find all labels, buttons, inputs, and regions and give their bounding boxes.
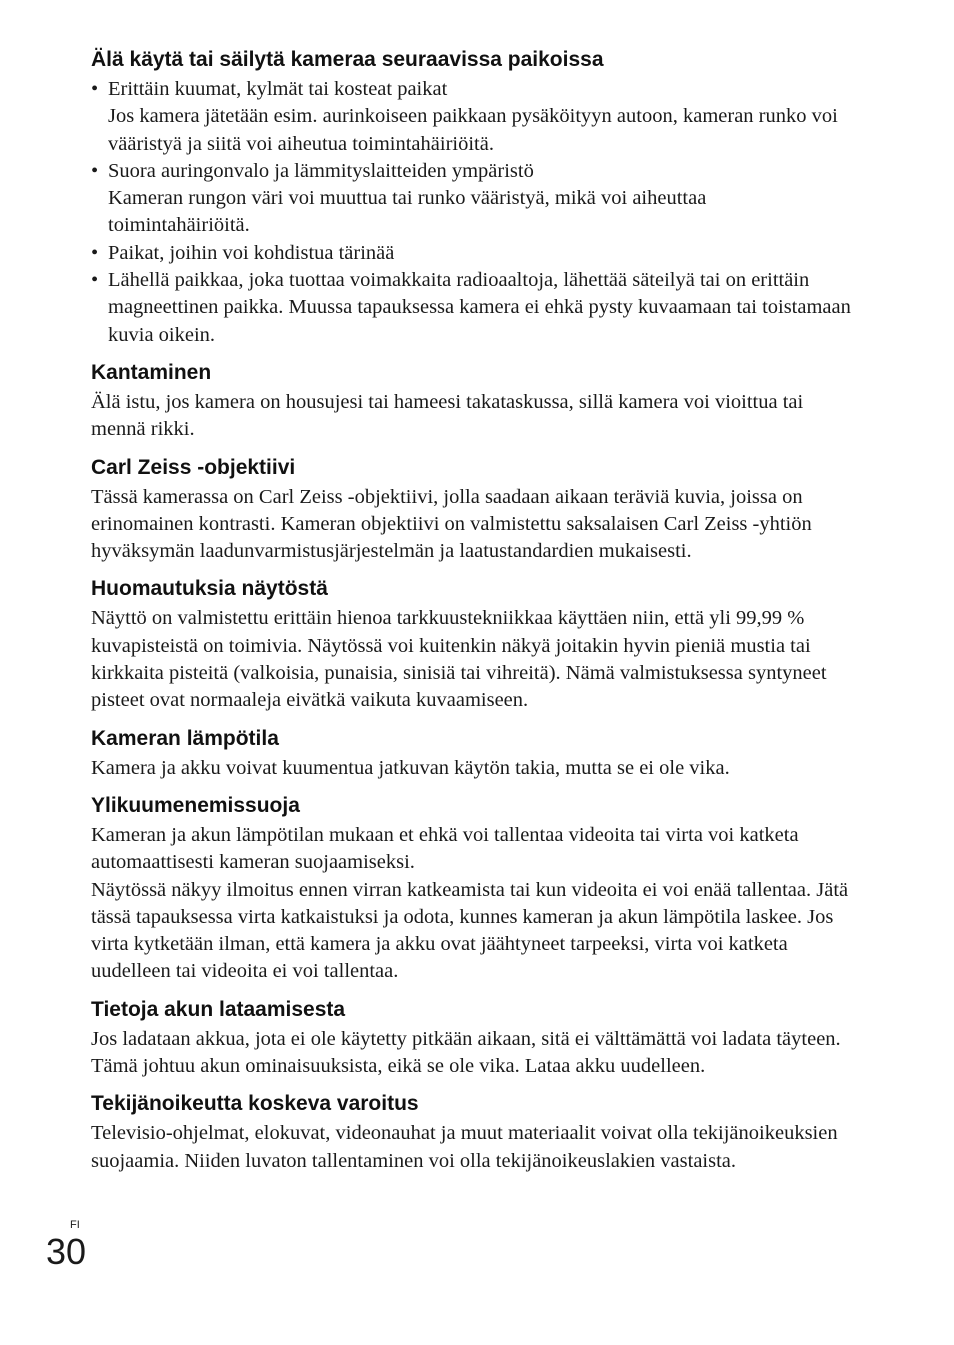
section-paragraph: Näytössä näkyy ilmoitus ennen virran katkeamista tai kun videoita ei voi enää tallentaa. Jätä tässä tapauksessa virta katkaistuksi ja odota, kunnes kameran ja akun lämpötila laskee. Jos virta kytketään ilman, että kamera ja akku ovat jäähtyneet tarpeeksi, virta voi katketa uudelleen tai videoita ei voi tallentaa. — [91, 878, 849, 983]
bullet-icon: • — [91, 241, 99, 264]
page-number: 30 — [46, 1231, 87, 1272]
section-heading: Älä käytä tai säilytä kameraa seuraavissa paikoissa — [91, 48, 604, 71]
bullet-detail: Kameran rungon väri voi muuttua tai runko vääristyä, mikä voi aiheuttaa toimintahäiriöitä. — [108, 187, 707, 237]
section-paragraph: Tässä kamerassa on Carl Zeiss -objektiivi, jolla saadaan aikaan teräviä kuvia, joissa on erinomainen kontrasti. Kameran objektiivi on valmistettu saksalaisen Carl Zeiss -yhtiön hyväksymän laadunvarmistusjärjestelmän ja laatustandardien mukaisesti. — [91, 485, 812, 563]
section-paragraph: Näyttö on valmistettu erittäin hienoa tarkkuustekniikkaa käyttäen niin, että yli 99,99 % kuvapisteistä on toimivia. Näytössä voi kuitenkin näkyä joitakin hyvin pieniä mustia tai kirkkaita pisteitä (valkoisia, punaisia, sinisiä tai vihreitä). Nämä valmistuksessa syntyneet pisteet ovat normaaleja eivätkä vaikuta kuvaamiseen. — [91, 607, 827, 712]
bullet-title: Paikat, joihin voi kohdistua tärinää — [108, 241, 395, 264]
section-heading: Huomautuksia näytöstä — [91, 577, 328, 601]
bullet-list — [91, 76, 851, 349]
section-overheat-protection — [91, 790, 851, 986]
bullet-detail: Jos kamera jätetään esim. aurinkoiseen paikkaan pysäköityyn autoon, kameran runko voi vääristyä ja siitä voi aiheutua toimintahäiriöitä. — [108, 105, 838, 155]
bullet-icon: • — [91, 269, 99, 292]
bullet-title: Erittäin kuumat, kylmät tai kosteat paikat — [108, 78, 448, 100]
section-heading: Kameran lämpötila — [91, 726, 279, 750]
bullet-icon: • — [91, 159, 99, 182]
section-paragraph: Älä istu, jos kamera on housujesi tai hameesi takataskussa, sillä kamera voi vioittua tai mennä rikki. — [91, 390, 804, 441]
section-paragraph: Kameran ja akun lämpötilan mukaan et ehkä voi tallentaa videoita tai virta voi katketa automaattisesti kameran suojaamiseksi. — [91, 823, 799, 874]
section-paragraph: Kamera ja akku voivat kuumentua jatkuvan käytön takia, mutta se ei ole vika. — [91, 756, 730, 779]
section-carl-zeiss — [91, 452, 851, 566]
section-usage-locations — [91, 44, 851, 349]
bullet-item — [91, 267, 851, 349]
section-paragraph: Tämä johtuu akun ominaisuuksista, eikä se ole vika. Lataa akku uudelleen. — [91, 1055, 706, 1078]
bullet-title: Lähellä paikkaa, joka tuottaa voimakkaita radioaaltoja, lähettää säteilyä tai on erittäin magneettinen paikka. Muussa tapauksessa kamera ei ehkä pysty kuvaamaan tai toistamaan kuvia oikein. — [108, 269, 851, 346]
language-code: FI — [70, 1219, 80, 1231]
bullet-item — [91, 158, 851, 240]
document-body — [91, 44, 851, 1183]
section-display-notes — [91, 573, 851, 714]
section-carrying — [91, 357, 851, 444]
bullet-item — [91, 76, 851, 158]
section-heading: Tietoja akun lataamisesta — [91, 997, 346, 1021]
section-heading: Ylikuumenemissuoja — [91, 793, 300, 817]
bullet-title: Suora auringonvalo ja lämmityslaitteiden ympäristö — [108, 159, 534, 182]
section-paragraph: Jos ladataan akkua, jota ei ole käytetty pitkään aikaan, sitä ei välttämättä voi ladata täyteen. — [91, 1027, 841, 1050]
bullet-icon: • — [91, 78, 99, 100]
section-heading: Tekijänoikeutta koskeva varoitus — [91, 1092, 419, 1116]
section-copyright-warning — [91, 1088, 851, 1175]
section-heading: Kantaminen — [91, 360, 212, 384]
bullet-item — [91, 240, 851, 267]
section-camera-temperature — [91, 723, 851, 782]
section-paragraph: Televisio-ohjelmat, elokuvat, videonauhat ja muut materiaalit voivat olla tekijänoikeuksien suojaamia. Niiden luvaton tallentaminen voi olla tekijänoikeuslakien vastaista. — [91, 1122, 838, 1172]
section-battery-charging — [91, 994, 851, 1081]
section-heading: Carl Zeiss -objektiivi — [91, 455, 296, 479]
